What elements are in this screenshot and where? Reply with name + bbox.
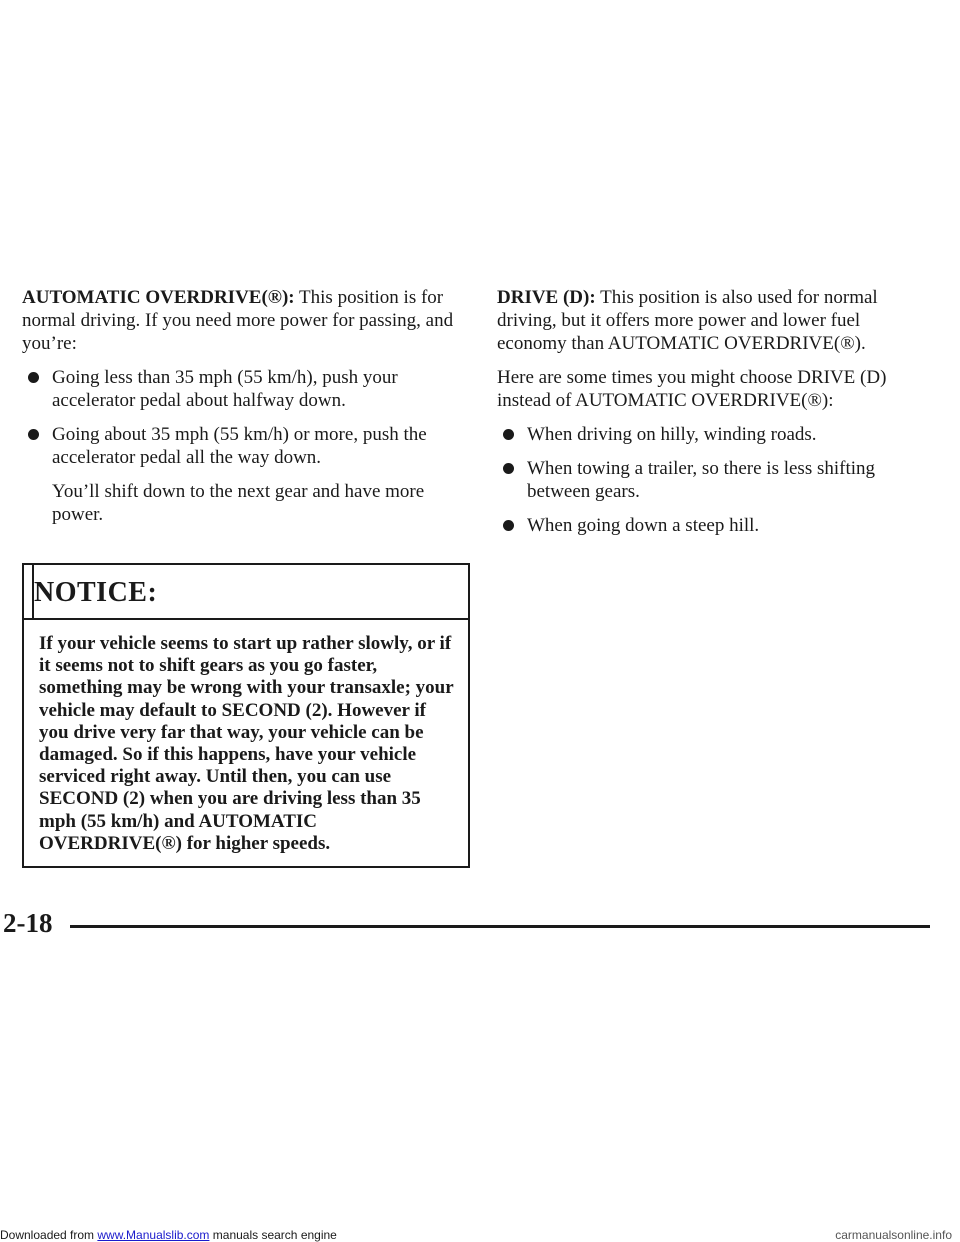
bullet-icon [503,429,514,440]
download-suffix: manuals search engine [209,1228,337,1242]
bullet-text: When going down a steep hill. [527,515,760,536]
bullet-icon [28,372,39,383]
list-item [497,423,927,446]
drive-intro: This position is also used for normal driving, but it offers more power and lower fuel economy than AUTOMATIC OVERDRIVE(®). [497,287,878,354]
right-column [497,286,927,537]
shift-down-note: You’ll shift down to the next gear and have more power. [52,481,425,525]
bullet-text: When towing a trailer, so there is less shifting between gears. [527,458,876,502]
notice-bar-rule [32,565,34,620]
drive-bullets [497,423,927,537]
download-prefix: Downloaded from [0,1228,98,1242]
download-bar [0,1228,337,1242]
choose-drive-paragraph: Here are some times you might choose DRIVE (D) instead of AUTOMATIC OVERDRIVE(®): [497,367,887,411]
overdrive-heading: AUTOMATIC OVERDRIVE(®): [22,287,295,308]
bullet-icon [503,520,514,531]
list-item [22,423,472,469]
bullet-text: Going about 35 mph (55 km/h) or more, push the accelerator pedal all the way down. [52,424,427,468]
footer-rule [70,925,930,928]
left-column [22,286,472,526]
list-item [497,457,927,503]
notice-box [22,563,470,868]
overdrive-bullets [22,366,472,469]
bullet-text: When driving on hilly, winding roads. [527,424,817,445]
list-item [22,366,472,412]
bullet-icon [503,463,514,474]
manualslib-link[interactable]: www.Manualslib.com [97,1228,210,1242]
notice-body: If your vehicle seems to start up rather slowly, or if it seems not to shift gears as you go faster, something may be wrong with your transaxle; your vehicle may default to SECOND (2). However if you drive very far that way, your vehicle can be damaged. So if this happens, have your vehicle serviced right away. Until then, you can use SECOND (2) when you are driving less than 35 mph (55 km/h) and AUTOMATIC OVERDRIVE(®) for higher speeds. [39,633,454,854]
drive-paragraph [497,286,927,355]
watermark: carmanualsonline.info [835,1228,952,1242]
drive-heading: DRIVE (D): [497,287,596,308]
overdrive-intro: This position is for normal driving. If you need more power for passing, and you’re: [22,287,454,354]
intro-paragraph [22,286,472,355]
list-item [497,514,927,537]
notice-heading: NOTICE: [24,565,468,620]
page-number: 2-18 [3,908,53,938]
bullet-text: Going less than 35 mph (55 km/h), push your accelerator pedal about halfway down. [52,367,398,411]
bullet-icon [28,429,39,440]
